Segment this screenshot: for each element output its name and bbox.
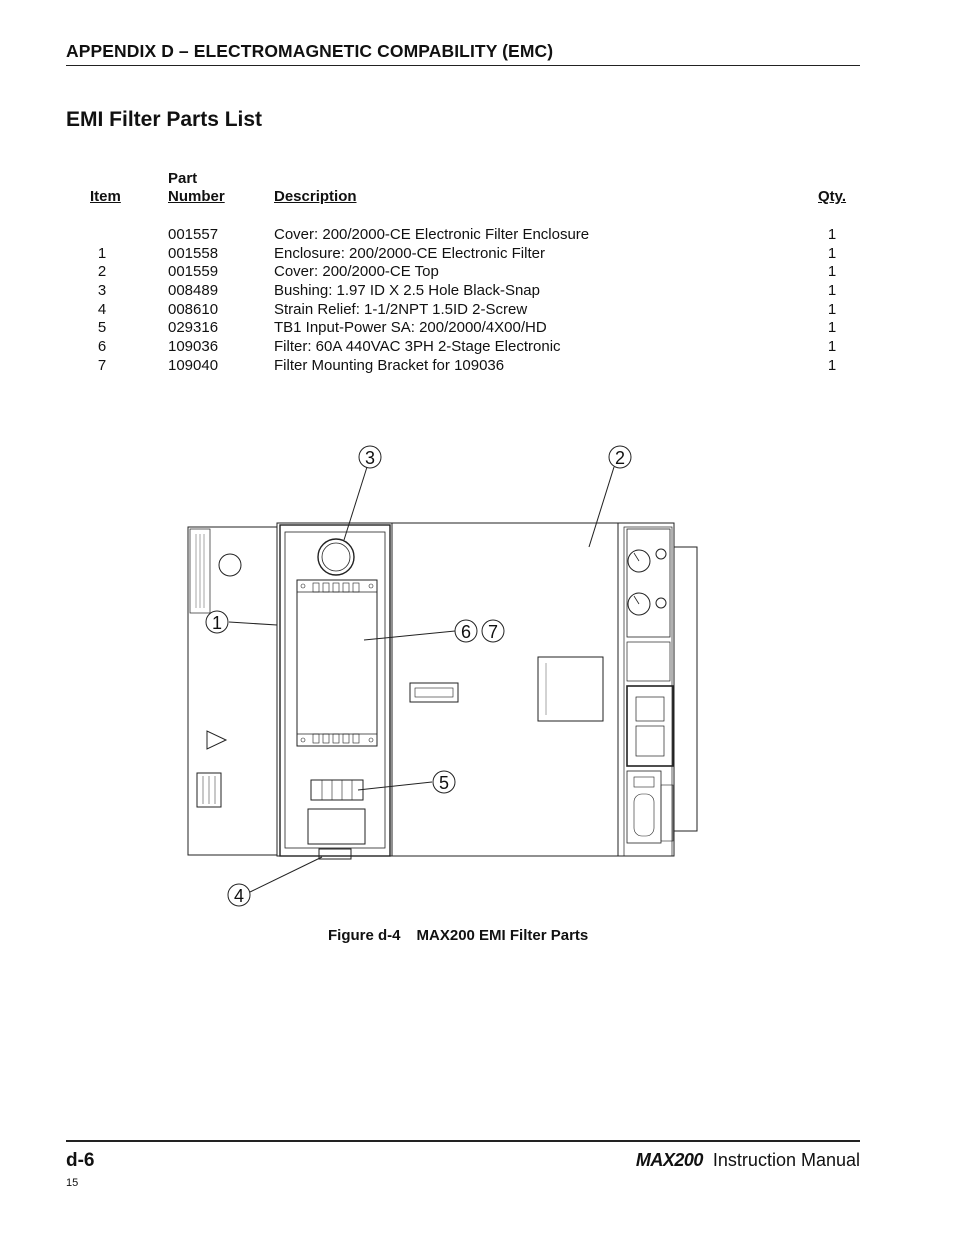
knob-top [656,549,666,559]
row-item: 3 [97,282,107,299]
row-description: Filter Mounting Bracket for 109036 [274,357,505,374]
row-qty: 1 [827,357,837,374]
row-description: TB1 Input-Power SA: 200/2000/4X00/HD [274,319,547,336]
row-part-number: 008610 [168,301,219,318]
row-description: Strain Relief: 1-1/2NPT 1.5ID 2-Screw [274,301,528,318]
svg-text:1: 1 [211,613,223,633]
row-item: 7 [97,357,107,374]
row-qty: 1 [827,245,837,262]
column-header-part-top: Part [168,170,198,187]
figure-caption [328,927,588,944]
column-header-item: Item [90,188,121,205]
row-item: 5 [97,319,107,336]
callout-5 [433,771,455,793]
leader-line-6-7 [364,631,455,640]
emi-filter-module [297,580,377,746]
row-qty: 1 [827,319,837,336]
manual-brand: MAX200 [635,1150,703,1170]
leader-line-3 [344,467,367,540]
connector-panel [627,771,661,843]
page-number: d-6 [66,1150,95,1171]
table-row [0,357,954,376]
row-qty: 1 [827,263,837,280]
figure-caption-label: Figure d-4 [328,927,401,944]
row-qty: 1 [827,282,837,299]
row-description: Cover: 200/2000-CE Electronic Filter Enclosure [274,226,590,243]
leader-line-1 [229,622,277,625]
row-part-number: 109040 [168,357,219,374]
row-qty: 1 [827,226,837,243]
rating-label [538,657,603,721]
row-description: Bushing: 1.97 ID X 2.5 Hole Black-Snap [274,282,540,299]
column-header-part-number: Number [168,188,225,205]
row-description: Enclosure: 200/2000-CE Electronic Filter [274,245,545,262]
appendix-header: APPENDIX D – ELECTROMAGNETIC COMPABILITY (EMC) [66,41,554,61]
table-row [0,282,954,301]
svg-text:3: 3 [364,448,376,468]
row-item: 2 [97,263,107,280]
callout-1 [206,611,228,633]
side-rail [674,547,697,831]
column-header-qty: Qty. [818,188,847,205]
strain-relief [319,849,351,859]
row-description: Filter: 60A 440VAC 3PH 2-Stage Electronic [274,338,561,355]
row-part-number: 001558 [168,245,219,262]
table-row [0,319,954,338]
row-part-number: 001557 [168,226,219,243]
knob-bottom [656,598,666,608]
footer-number: 15 [66,1177,79,1189]
svg-text:7: 7 [487,622,499,642]
callout-7 [482,620,504,642]
row-part-number: 109036 [168,338,219,355]
row-qty: 1 [827,338,837,355]
indicator-panel [627,642,670,681]
table-row [0,263,954,282]
table-row [0,301,954,320]
svg-text:2: 2 [614,448,626,468]
callout-4 [228,884,250,906]
filter-cover [277,523,392,856]
cover-plate [308,809,365,844]
row-item: 4 [97,301,107,318]
handle-slot [410,683,458,702]
row-part-number: 029316 [168,319,219,336]
column-header-description: Description [274,188,357,205]
callout-6 [455,620,477,642]
row-item: 6 [97,338,107,355]
row-part-number: 008489 [168,282,219,299]
row-qty: 1 [827,301,837,318]
callout-3 [359,446,381,468]
emi-filter-drawing [175,440,715,920]
section-title: EMI Filter Parts List [66,108,263,131]
footer-divider [66,1140,860,1142]
row-description: Cover: 200/2000-CE Top [274,263,439,280]
power-supply-body [392,523,618,856]
leader-line-2 [589,467,614,547]
row-item: 1 [97,245,107,262]
manual-title [636,1150,860,1171]
manual-name: Instruction Manual [712,1150,860,1170]
svg-text:4: 4 [233,886,245,906]
leader-line-4 [250,857,322,892]
svg-text:5: 5 [438,773,450,793]
figure-caption-text: MAX200 EMI Filter Parts [416,927,589,944]
header-divider [66,65,860,66]
table-row [0,226,954,245]
leader-line-5 [358,782,432,790]
terminal-block [311,780,363,800]
bushing [318,539,354,575]
row-part-number: 001559 [168,263,219,280]
warning-triangle-icon [207,731,226,749]
table-row [0,338,954,357]
table-row [0,245,954,264]
knockout-hole [219,554,241,576]
svg-text:6: 6 [460,622,472,642]
callout-2 [609,446,631,468]
